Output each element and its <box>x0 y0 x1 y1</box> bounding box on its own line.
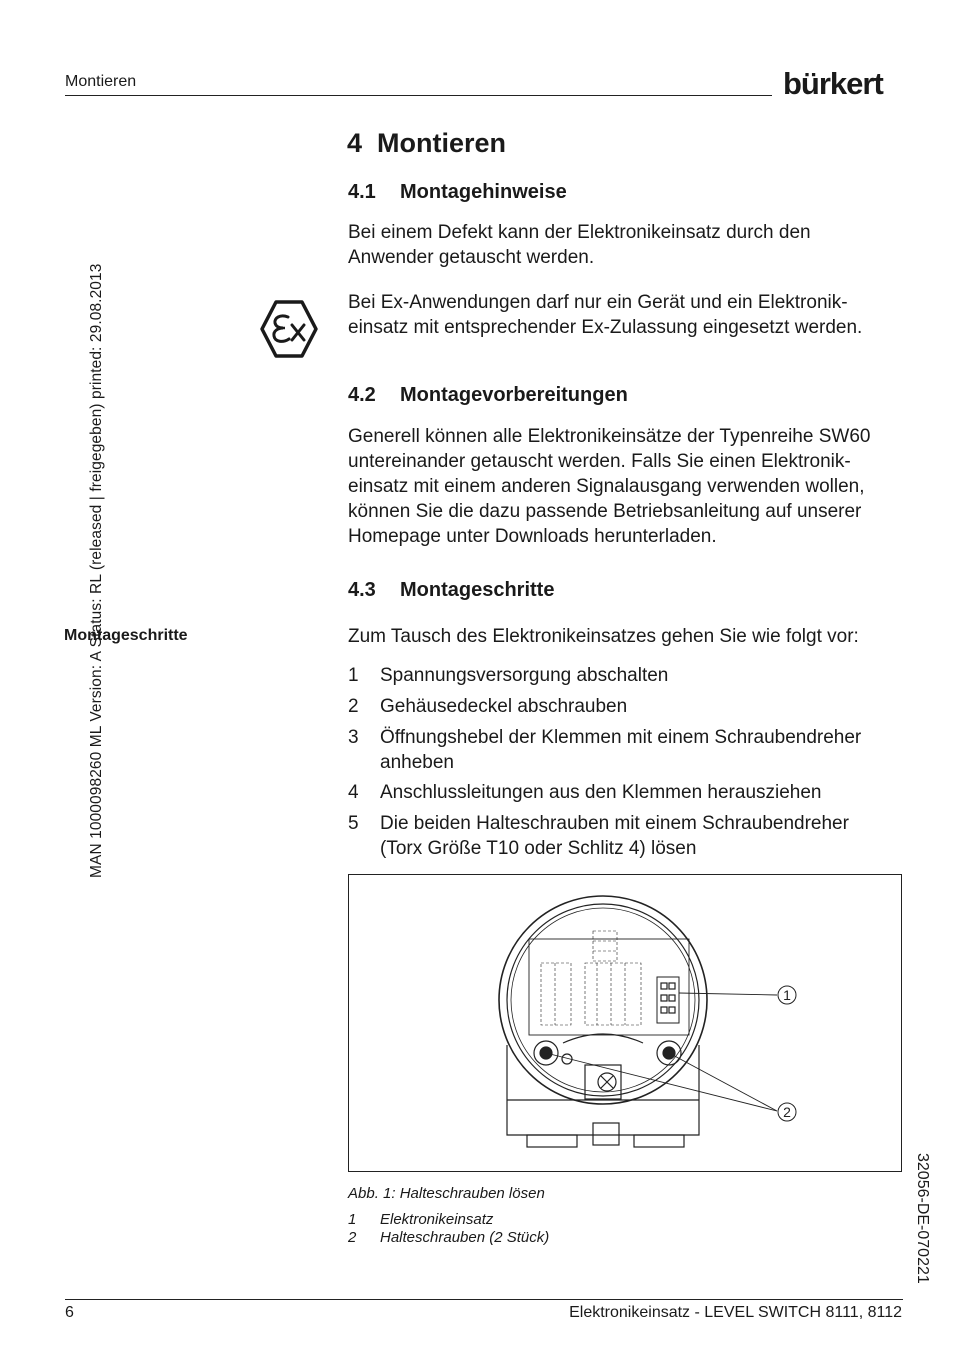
step-text: anheben <box>380 752 454 773</box>
figure-caption: Abb. 1: Halteschrauben lösen <box>348 1185 545 1202</box>
step-number: 4 <box>348 782 359 803</box>
header-section-title: Montieren <box>65 73 137 90</box>
header-rule <box>65 95 772 96</box>
document-code-vertical: 32056-DE-070221 <box>914 1153 931 1284</box>
step-item <box>348 780 908 805</box>
electronics-insert-drawing <box>349 875 901 1171</box>
section-heading-4-3 <box>348 579 554 602</box>
paragraph-line: können Sie die dazu passende Betriebsanleitung auf unserer <box>348 501 862 522</box>
section-number: 4.2 <box>348 384 376 406</box>
step-number: 2 <box>348 696 359 717</box>
steps-intro: Zum Tausch des Elektronikeinsatzes gehen Sie wie folgt vor: <box>348 626 859 647</box>
step-number: 1 <box>348 665 359 686</box>
section-number: 4.1 <box>348 181 376 203</box>
step-item <box>348 811 908 861</box>
section-title: Montagehinweise <box>400 181 567 203</box>
step-text: Spannungsversorgung abschalten <box>380 665 669 686</box>
section-heading-4-1 <box>348 181 567 204</box>
paragraph-defect <box>348 220 908 270</box>
callout-2-label: 2 <box>783 1104 791 1120</box>
chapter-number: 4 <box>347 128 363 158</box>
step-item <box>348 725 908 775</box>
legend-text: Elektronikeinsatz <box>380 1211 494 1228</box>
figure-frame <box>348 874 902 1172</box>
section-title: Montageschritte <box>400 579 555 601</box>
step-item <box>348 663 908 688</box>
document-status-vertical: MAN 1000098260 ML Version: A Status: RL (released | freigegeben) printed: 29.08.2013 <box>88 263 105 878</box>
paragraph-line: einsatz mit entsprechender Ex-Zulassung eingesetzt werden. <box>348 317 863 338</box>
paragraph-line: Generell können alle Elektronikeinsätze der Typenreihe SW60 <box>348 426 871 447</box>
chapter-heading <box>347 128 506 159</box>
paragraph-ex-applications <box>348 290 908 340</box>
paragraph-line: einsatz mit einem anderen Signalausgang verwenden wollen, <box>348 476 865 497</box>
figure-legend-item <box>348 1229 549 1246</box>
brand-logo-text: bürkert <box>783 66 883 100</box>
legend-number: 1 <box>348 1211 357 1228</box>
section-number: 4.3 <box>348 579 376 601</box>
paragraph-preparation <box>348 424 908 549</box>
paragraph-line: Bei einem Defekt kann der Elektronikeinsatz durch den <box>348 222 811 243</box>
step-number: 3 <box>348 727 359 748</box>
paragraph-line: Homepage unter Downloads herunterladen. <box>348 526 717 547</box>
step-text: Öffnungshebel der Klemmen mit einem Schraubendreher <box>380 727 862 748</box>
section-title: Montagevorbereitungen <box>400 384 628 406</box>
page-number: 6 <box>65 1304 74 1321</box>
step-number: 5 <box>348 813 359 834</box>
footer-rule <box>65 1299 903 1300</box>
margin-label: Montageschritte <box>64 627 188 644</box>
chapter-title: Montieren <box>377 128 507 158</box>
step-item <box>348 694 908 719</box>
brand-logo <box>783 60 903 100</box>
step-text: (Torx Größe T10 oder Schlitz 4) lösen <box>380 838 697 859</box>
callout-1-label: 1 <box>783 987 791 1003</box>
section-heading-4-2 <box>348 384 628 407</box>
paragraph-line: untereinander getauscht werden. Falls Sie einen Elektronik- <box>348 451 851 472</box>
legend-number: 2 <box>348 1229 357 1246</box>
paragraph-line: Anwender getauscht werden. <box>348 247 595 268</box>
footer-title: Elektronikeinsatz - LEVEL SWITCH 8111, 8112 <box>569 1304 902 1321</box>
paragraph-line: Bei Ex-Anwendungen darf nur ein Gerät und ein Elektronik- <box>348 292 848 313</box>
legend-text: Halteschrauben (2 Stück) <box>380 1229 550 1246</box>
step-text: Gehäusedeckel abschrauben <box>380 696 628 717</box>
ex-explosion-protection-icon <box>258 298 320 360</box>
step-text: Anschlussleitungen aus den Klemmen herausziehen <box>380 782 822 803</box>
figure-legend-item <box>348 1211 493 1228</box>
step-text: Die beiden Halteschrauben mit einem Schraubendreher <box>380 813 849 834</box>
